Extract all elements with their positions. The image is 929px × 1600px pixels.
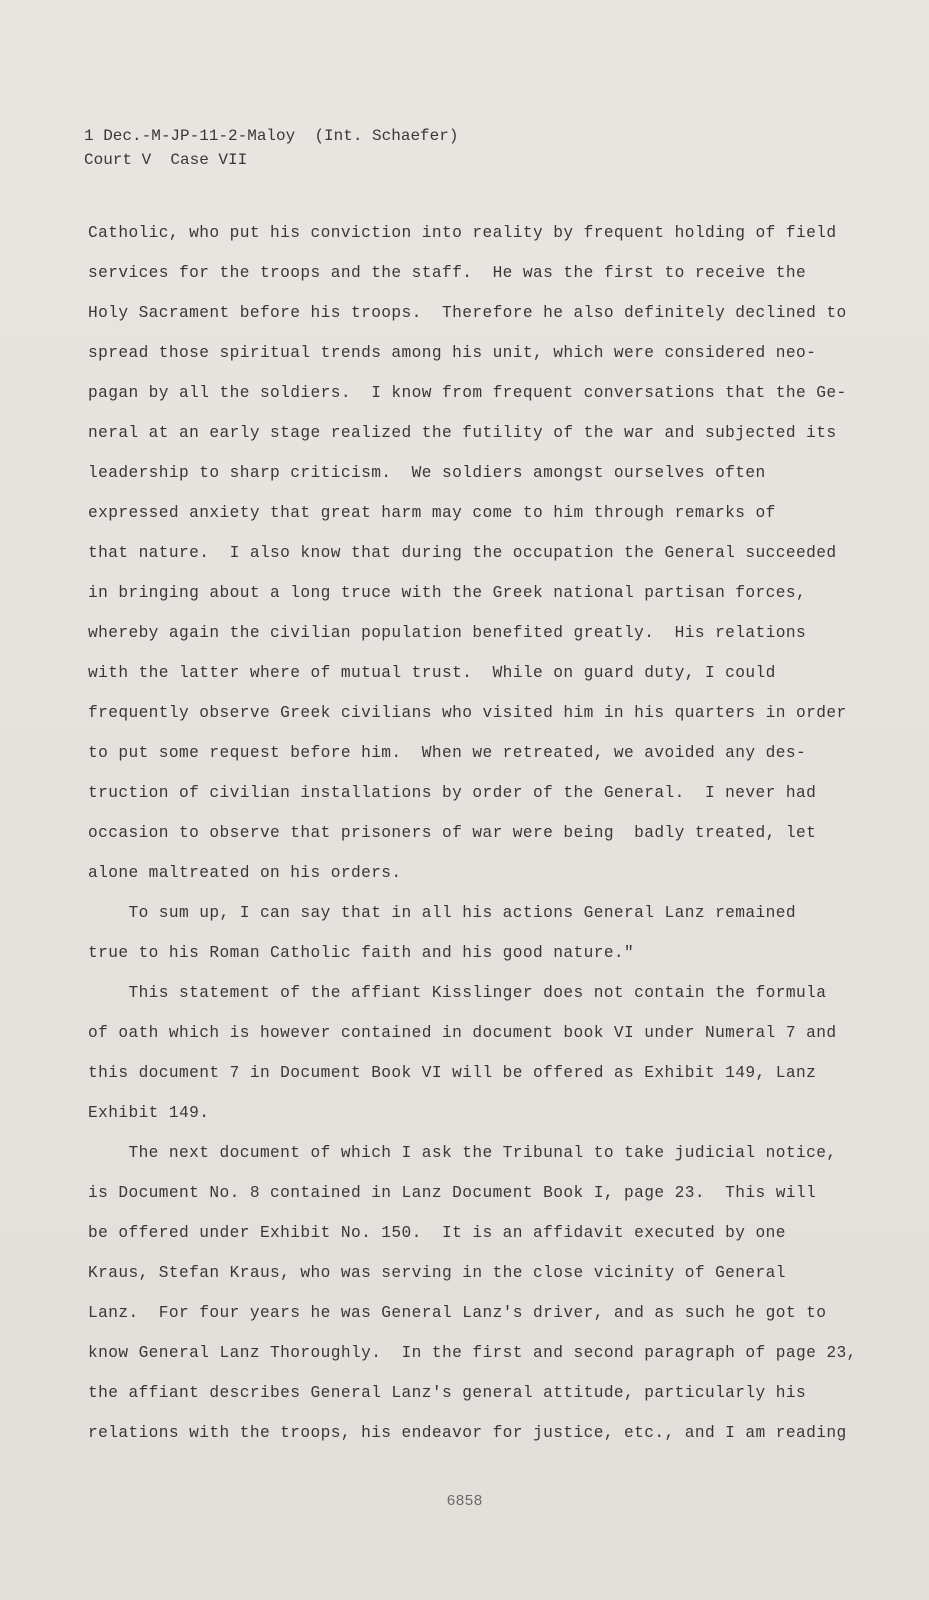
- body-line: leadership to sharp criticism. We soldiers amongst ourselves often: [88, 464, 766, 482]
- header-reference-line: 1 Dec.-M-JP-11-2-Maloy (Int. Schaefer): [84, 127, 459, 145]
- body-line: with the latter where of mutual trust. While on guard duty, I could: [88, 664, 776, 682]
- body-line: Exhibit 149.: [88, 1104, 210, 1122]
- page-number: 6858: [446, 1493, 483, 1510]
- body-line: this document 7 in Document Book VI will be offered as Exhibit 149, Lanz: [88, 1064, 817, 1082]
- document-header: [84, 124, 458, 172]
- body-line: expressed anxiety that great harm may come to him through remarks of: [88, 504, 776, 522]
- body-line: pagan by all the soldiers. I know from frequent conversations that the Ge-: [88, 384, 847, 402]
- body-line: truction of civilian installations by order of the General. I never had: [88, 784, 817, 802]
- body-line: Catholic, who put his conviction into reality by frequent holding of field: [88, 224, 837, 242]
- body-line: in bringing about a long truce with the Greek national partisan forces,: [88, 584, 807, 602]
- body-line: neral at an early stage realized the futility of the war and subjected its: [88, 424, 837, 442]
- body-line: Lanz. For four years he was General Lanz's driver, and as such he got to: [88, 1304, 827, 1322]
- body-line: know General Lanz Thoroughly. In the first and second paragraph of page 23,: [88, 1344, 857, 1362]
- body-line: This statement of the affiant Kisslinger does not contain the formula: [88, 984, 827, 1002]
- body-line: the affiant describes General Lanz's general attitude, particularly his: [88, 1384, 807, 1402]
- body-line: Kraus, Stefan Kraus, who was serving in the close vicinity of General: [88, 1264, 786, 1282]
- body-line: relations with the troops, his endeavor for justice, etc., and I am reading: [88, 1424, 847, 1442]
- body-line: whereby again the civilian population benefited greatly. His relations: [88, 624, 807, 642]
- body-line: of oath which is however contained in document book VI under Numeral 7 and: [88, 1024, 837, 1042]
- body-line: spread those spiritual trends among his unit, which were considered neo-: [88, 344, 817, 362]
- body-line: is Document No. 8 contained in Lanz Document Book I, page 23. This will: [88, 1184, 817, 1202]
- header-court-line: Court V Case VII: [84, 151, 248, 169]
- body-line: that nature. I also know that during the occupation the General succeeded: [88, 544, 837, 562]
- body-line: services for the troops and the staff. He was the first to receive the: [88, 264, 807, 282]
- body-line: be offered under Exhibit No. 150. It is an affidavit executed by one: [88, 1224, 786, 1242]
- body-line: alone maltreated on his orders.: [88, 864, 402, 882]
- body-line: Holy Sacrament before his troops. Therefore he also definitely declined to: [88, 304, 847, 322]
- body-line: true to his Roman Catholic faith and his good nature.": [88, 944, 635, 962]
- body-line: to put some request before him. When we retreated, we avoided any des-: [88, 744, 807, 762]
- body-line: To sum up, I can say that in all his actions General Lanz remained: [88, 904, 796, 922]
- body-line: The next document of which I ask the Tribunal to take judicial notice,: [88, 1144, 837, 1162]
- body-line: occasion to observe that prisoners of war were being badly treated, let: [88, 824, 817, 842]
- body-line: frequently observe Greek civilians who visited him in his quarters in order: [88, 704, 847, 722]
